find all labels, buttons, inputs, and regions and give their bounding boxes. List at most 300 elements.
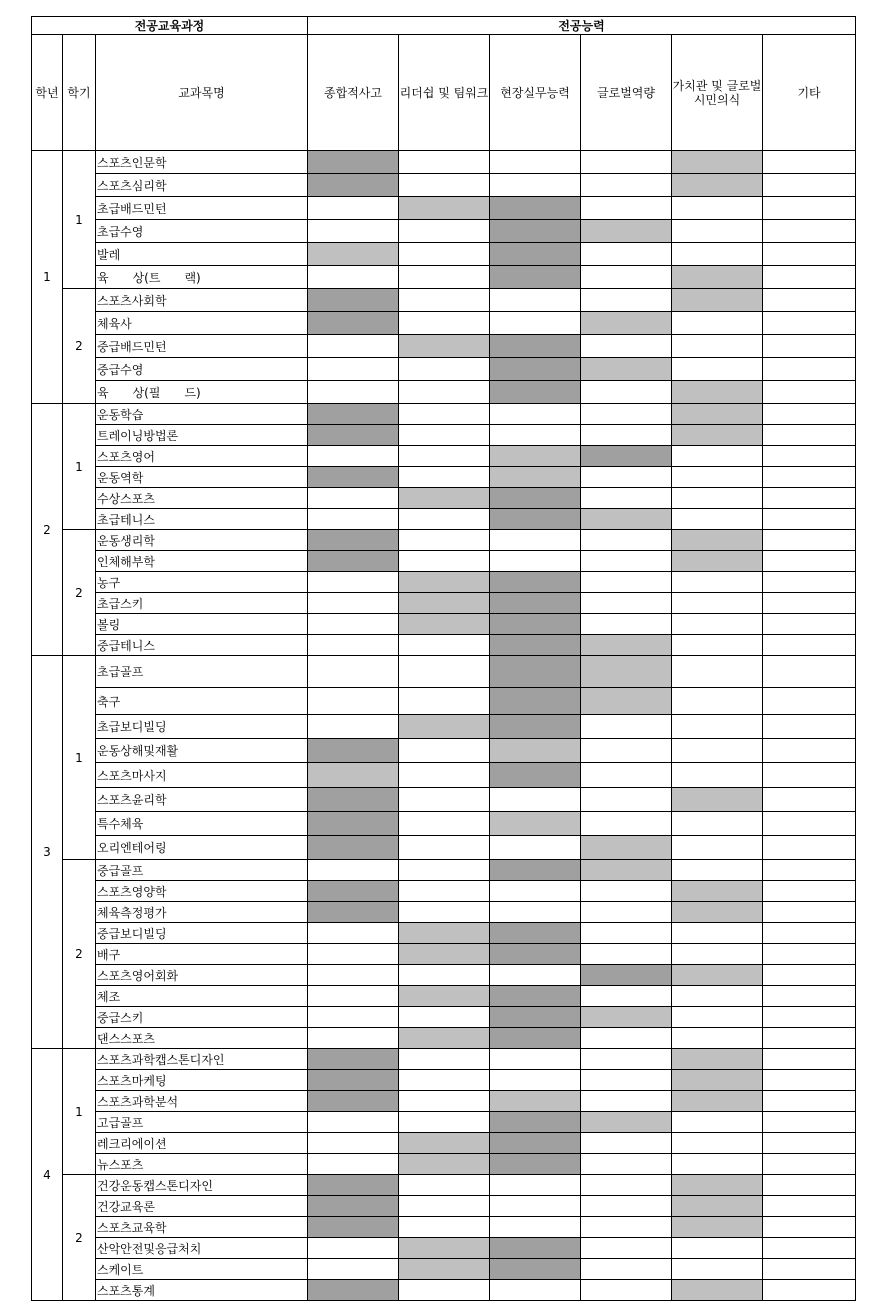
competency-cell-values (672, 944, 763, 965)
competency-cell-other (763, 715, 856, 739)
course-name: 육 상(필 드) (96, 381, 308, 404)
course-name: 중급보디빌딩 (96, 923, 308, 944)
competency-cell-practice (490, 881, 581, 902)
course-row (32, 688, 856, 715)
course-row (32, 656, 856, 688)
course-row (32, 1112, 856, 1133)
competency-cell-other (763, 986, 856, 1007)
competency-cell-practice (490, 335, 581, 358)
competency-cell-other (763, 551, 856, 572)
competency-cell-thinking (308, 312, 399, 335)
competency-cell-practice (490, 656, 581, 688)
competency-cell-global (581, 1112, 672, 1133)
competency-cell-practice (490, 1112, 581, 1133)
competency-cell-global (581, 266, 672, 289)
course-row (32, 1091, 856, 1112)
semester-cell: 1 (63, 404, 96, 530)
competency-cell-practice (490, 446, 581, 467)
competency-cell-practice (490, 836, 581, 860)
competency-cell-leadership (399, 1280, 490, 1301)
competency-cell-leadership (399, 788, 490, 812)
competency-cell-global (581, 488, 672, 509)
course-name: 체육측정평가 (96, 902, 308, 923)
semester-cell: 2 (63, 1175, 96, 1301)
competency-cell-other (763, 174, 856, 197)
competency-cell-values (672, 986, 763, 1007)
competency-cell-leadership (399, 1091, 490, 1112)
course-name: 중급수영 (96, 358, 308, 381)
course-name: 오리엔테어링 (96, 836, 308, 860)
course-name: 스포츠영어회화 (96, 965, 308, 986)
year-header: 학년 (32, 35, 63, 151)
competency-cell-global (581, 923, 672, 944)
course-row (32, 358, 856, 381)
course-row (32, 788, 856, 812)
competency-cell-global (581, 312, 672, 335)
course-row (32, 197, 856, 220)
competency-cell-thinking (308, 788, 399, 812)
competency-cell-global (581, 1133, 672, 1154)
competency-cell-practice (490, 312, 581, 335)
competency-cell-values (672, 551, 763, 572)
course-row (32, 289, 856, 312)
course-name: 체조 (96, 986, 308, 1007)
course-row (32, 1049, 856, 1070)
competency-cell-thinking (308, 944, 399, 965)
competency-cell-leadership (399, 1259, 490, 1280)
competency-cell-leadership (399, 446, 490, 467)
course-row (32, 335, 856, 358)
course-row (32, 593, 856, 614)
competency-cell-global (581, 151, 672, 174)
competency-cell-values (672, 312, 763, 335)
course-name: 중급골프 (96, 860, 308, 881)
course-row (32, 614, 856, 635)
competency-cell-leadership (399, 551, 490, 572)
course-name: 농구 (96, 572, 308, 593)
competency-cell-leadership (399, 1007, 490, 1028)
competency-cell-values (672, 739, 763, 763)
competency-cell-global (581, 656, 672, 688)
competency-cell-thinking (308, 688, 399, 715)
competency-cell-other (763, 788, 856, 812)
year-cell: 1 (32, 151, 63, 404)
competency-cell-leadership (399, 488, 490, 509)
competency-cell-values (672, 358, 763, 381)
competency-cell-values (672, 1091, 763, 1112)
course-row (32, 446, 856, 467)
course-row (32, 635, 856, 656)
competency-cell-values (672, 1133, 763, 1154)
competency-cell-leadership (399, 425, 490, 446)
course-name: 중급배드민턴 (96, 335, 308, 358)
competency-cell-leadership (399, 656, 490, 688)
competency-cell-values (672, 1238, 763, 1259)
competency-cell-other (763, 1154, 856, 1175)
course-name: 특수체육 (96, 812, 308, 836)
competency-cell-other (763, 1175, 856, 1196)
competency-cell-values (672, 1112, 763, 1133)
competency-cell-global (581, 986, 672, 1007)
competency-cell-practice (490, 965, 581, 986)
year-cell: 2 (32, 404, 63, 656)
competency-cell-thinking (308, 289, 399, 312)
course-name: 스포츠윤리학 (96, 788, 308, 812)
competency-cell-global (581, 1091, 672, 1112)
competency-cell-other (763, 1049, 856, 1070)
competency-cell-leadership (399, 220, 490, 243)
competency-header-values: 가치관 및 글로벌 시민의식 (672, 35, 763, 151)
course-name: 스케이트 (96, 1259, 308, 1280)
course-name: 스포츠심리학 (96, 174, 308, 197)
competency-cell-leadership (399, 1133, 490, 1154)
course-name: 운동역학 (96, 467, 308, 488)
course-name: 초급배드민턴 (96, 197, 308, 220)
competency-cell-values (672, 488, 763, 509)
competency-cell-leadership (399, 312, 490, 335)
competency-cell-leadership (399, 1112, 490, 1133)
competency-cell-thinking (308, 1217, 399, 1238)
competency-cell-practice (490, 1238, 581, 1259)
competency-cell-thinking (308, 986, 399, 1007)
competency-cell-practice (490, 812, 581, 836)
competency-cell-global (581, 358, 672, 381)
competency-cell-other (763, 812, 856, 836)
competency-cell-thinking (308, 1175, 399, 1196)
competency-cell-global (581, 404, 672, 425)
course-name: 뉴스포츠 (96, 1154, 308, 1175)
competency-cell-values (672, 174, 763, 197)
competency-cell-global (581, 1028, 672, 1049)
competency-cell-values (672, 965, 763, 986)
competency-cell-thinking (308, 1070, 399, 1091)
course-row (32, 836, 856, 860)
competency-cell-leadership (399, 881, 490, 902)
competency-cell-global (581, 243, 672, 266)
course-name: 발레 (96, 243, 308, 266)
competency-cell-global (581, 944, 672, 965)
competency-cell-other (763, 739, 856, 763)
competency-cell-values (672, 266, 763, 289)
competency-cell-values (672, 335, 763, 358)
course-row (32, 425, 856, 446)
competency-cell-practice (490, 986, 581, 1007)
competency-cell-thinking (308, 404, 399, 425)
course-row (32, 572, 856, 593)
competency-cell-leadership (399, 1238, 490, 1259)
competency-cell-values (672, 715, 763, 739)
course-row (32, 923, 856, 944)
competency-cell-global (581, 1154, 672, 1175)
course-name: 스포츠통계 (96, 1280, 308, 1301)
semester-cell: 1 (63, 151, 96, 289)
competency-cell-global (581, 381, 672, 404)
competency-cell-values (672, 404, 763, 425)
competency-cell-values (672, 1007, 763, 1028)
competency-cell-practice (490, 1028, 581, 1049)
competency-cell-values (672, 1028, 763, 1049)
course-name: 고급골프 (96, 1112, 308, 1133)
course-name: 스포츠영양학 (96, 881, 308, 902)
competency-cell-thinking (308, 1049, 399, 1070)
competency-group-header: 전공능력 (308, 17, 856, 35)
competency-cell-other (763, 965, 856, 986)
competency-cell-global (581, 1007, 672, 1028)
competency-cell-leadership (399, 151, 490, 174)
course-row (32, 739, 856, 763)
course-name: 초급골프 (96, 656, 308, 688)
course-name: 중급테니스 (96, 635, 308, 656)
course-row (32, 312, 856, 335)
competency-cell-other (763, 1259, 856, 1280)
competency-cell-values (672, 467, 763, 488)
competency-cell-practice (490, 530, 581, 551)
competency-cell-values (672, 197, 763, 220)
competency-cell-other (763, 635, 856, 656)
competency-cell-global (581, 593, 672, 614)
course-name: 체육사 (96, 312, 308, 335)
competency-cell-values (672, 788, 763, 812)
competency-cell-practice (490, 289, 581, 312)
course-name: 볼링 (96, 614, 308, 635)
competency-cell-values (672, 763, 763, 788)
competency-cell-thinking (308, 266, 399, 289)
competency-cell-global (581, 551, 672, 572)
course-name: 운동학습 (96, 404, 308, 425)
competency-cell-values (672, 923, 763, 944)
competency-cell-values (672, 614, 763, 635)
course-row (32, 881, 856, 902)
competency-cell-global (581, 614, 672, 635)
competency-cell-values (672, 1259, 763, 1280)
course-name: 육 상(트 랙) (96, 266, 308, 289)
competency-cell-global (581, 763, 672, 788)
competency-cell-leadership (399, 335, 490, 358)
competency-cell-other (763, 923, 856, 944)
course-row (32, 965, 856, 986)
course-row (32, 902, 856, 923)
competency-cell-practice (490, 593, 581, 614)
competency-cell-thinking (308, 593, 399, 614)
competency-cell-other (763, 1091, 856, 1112)
competency-cell-other (763, 266, 856, 289)
competency-cell-thinking (308, 174, 399, 197)
competency-cell-practice (490, 174, 581, 197)
competency-cell-other (763, 381, 856, 404)
competency-cell-leadership (399, 688, 490, 715)
competency-cell-thinking (308, 635, 399, 656)
competency-cell-other (763, 220, 856, 243)
competency-cell-thinking (308, 197, 399, 220)
competency-cell-leadership (399, 530, 490, 551)
course-row (32, 1028, 856, 1049)
course-name: 스포츠영어 (96, 446, 308, 467)
competency-cell-leadership (399, 1217, 490, 1238)
competency-cell-practice (490, 739, 581, 763)
competency-cell-other (763, 944, 856, 965)
competency-cell-thinking (308, 812, 399, 836)
competency-cell-other (763, 312, 856, 335)
competency-cell-leadership (399, 243, 490, 266)
competency-header-global: 글로벌역량 (581, 35, 672, 151)
semester-header: 학기 (63, 35, 96, 151)
competency-cell-values (672, 530, 763, 551)
competency-cell-thinking (308, 1007, 399, 1028)
competency-cell-global (581, 1049, 672, 1070)
course-name: 초급스키 (96, 593, 308, 614)
competency-cell-thinking (308, 923, 399, 944)
course-row (32, 1259, 856, 1280)
competency-cell-practice (490, 1091, 581, 1112)
competency-cell-thinking (308, 881, 399, 902)
competency-cell-practice (490, 1049, 581, 1070)
competency-cell-practice (490, 763, 581, 788)
competency-cell-global (581, 1238, 672, 1259)
competency-cell-practice (490, 788, 581, 812)
curriculum-competency-table (31, 16, 856, 1301)
competency-cell-global (581, 572, 672, 593)
competency-cell-practice (490, 923, 581, 944)
course-row (32, 551, 856, 572)
competency-cell-practice (490, 715, 581, 739)
competency-cell-global (581, 1070, 672, 1091)
course-name: 수상스포츠 (96, 488, 308, 509)
course-row (32, 763, 856, 788)
course-name: 운동상해및재활 (96, 739, 308, 763)
competency-cell-global (581, 688, 672, 715)
competency-cell-values (672, 902, 763, 923)
course-row (32, 1238, 856, 1259)
competency-cell-other (763, 614, 856, 635)
competency-cell-leadership (399, 986, 490, 1007)
competency-cell-leadership (399, 763, 490, 788)
course-name: 스포츠마케팅 (96, 1070, 308, 1091)
competency-cell-practice (490, 197, 581, 220)
competency-cell-other (763, 197, 856, 220)
competency-cell-other (763, 1238, 856, 1259)
course-name: 초급수영 (96, 220, 308, 243)
competency-cell-values (672, 509, 763, 530)
competency-cell-practice (490, 1217, 581, 1238)
competency-cell-practice (490, 151, 581, 174)
semester-cell: 2 (63, 530, 96, 656)
competency-cell-global (581, 965, 672, 986)
competency-cell-global (581, 197, 672, 220)
competency-cell-practice (490, 944, 581, 965)
course-name: 스포츠과학캡스톤디자인 (96, 1049, 308, 1070)
competency-cell-values (672, 220, 763, 243)
course-name: 스포츠사회학 (96, 289, 308, 312)
competency-cell-values (672, 1196, 763, 1217)
course-row (32, 243, 856, 266)
competency-cell-thinking (308, 1280, 399, 1301)
competency-cell-other (763, 860, 856, 881)
competency-cell-practice (490, 1070, 581, 1091)
course-name: 트레이닝방법론 (96, 425, 308, 446)
competency-cell-other (763, 488, 856, 509)
course-row (32, 174, 856, 197)
competency-cell-other (763, 509, 856, 530)
course-name: 스포츠교육학 (96, 1217, 308, 1238)
competency-cell-values (672, 688, 763, 715)
curriculum-group-header: 전공교육과정 (32, 17, 308, 35)
competency-cell-other (763, 289, 856, 312)
competency-cell-values (672, 381, 763, 404)
competency-cell-other (763, 763, 856, 788)
competency-cell-leadership (399, 1196, 490, 1217)
competency-cell-other (763, 467, 856, 488)
competency-cell-global (581, 425, 672, 446)
competency-cell-thinking (308, 425, 399, 446)
competency-cell-leadership (399, 381, 490, 404)
competency-header-leadership: 리더쉽 및 팀워크 (399, 35, 490, 151)
competency-cell-leadership (399, 965, 490, 986)
competency-cell-leadership (399, 174, 490, 197)
competency-cell-thinking (308, 1154, 399, 1175)
competency-cell-other (763, 425, 856, 446)
semester-cell: 1 (63, 656, 96, 860)
competency-cell-leadership (399, 1154, 490, 1175)
competency-cell-leadership (399, 860, 490, 881)
competency-cell-values (672, 656, 763, 688)
competency-cell-values (672, 812, 763, 836)
competency-cell-practice (490, 1280, 581, 1301)
course-row (32, 151, 856, 174)
competency-cell-thinking (308, 1112, 399, 1133)
competency-cell-thinking (308, 446, 399, 467)
competency-cell-practice (490, 902, 581, 923)
competency-cell-other (763, 881, 856, 902)
course-row (32, 715, 856, 739)
competency-cell-leadership (399, 1175, 490, 1196)
competency-cell-practice (490, 467, 581, 488)
competency-cell-practice (490, 860, 581, 881)
competency-cell-other (763, 593, 856, 614)
course-row (32, 1196, 856, 1217)
competency-cell-leadership (399, 635, 490, 656)
course-row (32, 1217, 856, 1238)
competency-cell-other (763, 902, 856, 923)
competency-cell-leadership (399, 197, 490, 220)
competency-cell-leadership (399, 715, 490, 739)
course-name: 건강운동캡스톤디자인 (96, 1175, 308, 1196)
competency-cell-thinking (308, 1028, 399, 1049)
competency-cell-other (763, 404, 856, 425)
competency-cell-leadership (399, 266, 490, 289)
course-name: 중급스키 (96, 1007, 308, 1028)
competency-cell-global (581, 1175, 672, 1196)
competency-cell-values (672, 1217, 763, 1238)
semester-cell: 2 (63, 860, 96, 1049)
course-name: 축구 (96, 688, 308, 715)
competency-cell-leadership (399, 572, 490, 593)
competency-cell-global (581, 509, 672, 530)
competency-cell-thinking (308, 739, 399, 763)
competency-cell-practice (490, 243, 581, 266)
competency-cell-practice (490, 220, 581, 243)
semester-cell: 1 (63, 1049, 96, 1175)
competency-cell-practice (490, 425, 581, 446)
competency-cell-values (672, 593, 763, 614)
competency-cell-global (581, 739, 672, 763)
competency-cell-thinking (308, 530, 399, 551)
competency-cell-values (672, 1280, 763, 1301)
competency-cell-thinking (308, 488, 399, 509)
competency-cell-thinking (308, 902, 399, 923)
competency-cell-other (763, 656, 856, 688)
competency-cell-other (763, 335, 856, 358)
competency-cell-global (581, 860, 672, 881)
